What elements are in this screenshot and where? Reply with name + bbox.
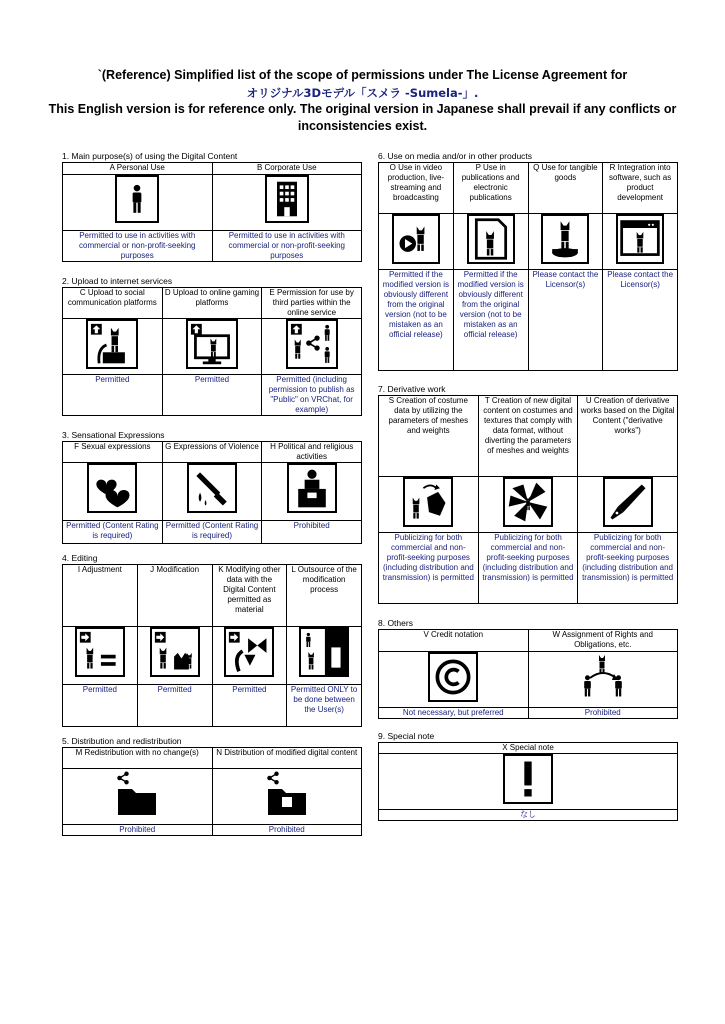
section-title: 4. Editing [62,553,98,563]
upload-monitor-icon [186,319,238,369]
section-title: 8. Others [378,618,413,628]
material-icon [224,627,274,677]
col-label: R Integration into software, such as product development [603,163,678,214]
exclamation-icon [503,754,553,804]
upload-share-icon [286,319,338,369]
section-derivative [378,384,678,604]
section-upload [62,276,362,416]
figure-icon [541,214,589,264]
col-label: U Creation of derivative works based on the Digital Content ("derivative works") [578,396,678,477]
status-text: Permitted (Content Rating is required) [162,521,262,544]
status-text: なし [379,810,678,821]
status-text: Publicizing for both commercial and non-profit-seeking purposes (including distribution and transmission) is permitted [578,533,678,604]
section-sensational [62,430,362,544]
col-label: L Outsource of the modification process [287,565,362,627]
header-line-1: `(Reference) Simplified list of the scope of permissions under The License Agreement for [97,68,628,82]
status-text: Permitted [63,685,138,727]
header-line-4: inconsistencies exist. [297,119,428,133]
col-label: X Special note [379,743,678,754]
col-label: M Redistribution with no change(s) [63,748,213,769]
status-text: Permitted [137,685,212,727]
status-text: Please contact the Licensor(s) [528,270,603,371]
hearts-icon [87,463,137,513]
col-label: A Personal Use [63,163,213,175]
col-label: T Creation of new digital content on costumes and textures that comply with data format, without diverting the parameters of meshes and weights [478,396,578,477]
col-label: D Upload to online gaming platforms [162,288,262,319]
status-text: Prohibited [262,521,362,544]
col-label: J Modification [137,565,212,627]
col-label: C Upload to social communication platforms [63,288,163,319]
col-label: P Use in publications and electronic publications [453,163,528,214]
status-text: Permitted if the modified version is obviously different from the original version (not to be mistaken as an official release) [379,270,454,371]
status-text: Prohibited [63,825,213,836]
section-editing [62,553,362,727]
status-text: Please contact the Licensor(s) [603,270,678,371]
col-label: G Expressions of Violence [162,442,262,463]
knife-icon [187,463,237,513]
pen-icon [603,477,653,527]
status-text: Permitted (including permission to publish as "Public" on VRChat, for example) [262,375,362,416]
col-label: H Political and religious activities [262,442,362,463]
status-text: Permitted ONLY to be done between the User(s) [287,685,362,727]
transfer-icon [578,652,628,702]
section-special-note [378,731,678,821]
header-model-name: オリジナル3Dモデル「スメラ -Sumela-」. [246,86,479,100]
costume-new-icon [503,477,553,527]
col-label: F Sexual expressions [63,442,163,463]
status-text: Permitted if the modified version is obviously different from the original version (not to be mistaken as an official release) [453,270,528,371]
col-label: Q Use for tangible goods [528,163,603,214]
col-label: N Distribution of modified digital content [212,748,362,769]
col-label: S Creation of costume data by utilizing the parameters of meshes and weights [379,396,479,477]
upload-character-icon [86,319,138,369]
status-text: Permitted (Content Rating is required) [63,521,163,544]
building-icon [265,175,309,223]
col-label: W Assignment of Rights and Obligations, etc. [528,630,678,652]
share-modified-icon [262,769,312,819]
header-line-3: This English version is for reference only. The original version in Japanese shall prevail if any conflicts or [48,102,677,116]
status-text: Publicizing for both commercial and non-profit-seeking purposes (including distribution and transmission) is permitted [379,533,479,604]
status-text: Permitted to use in activities with commercial or non-profit-seeking purposes [63,231,213,262]
status-text: Publicizing for both commercial and non-profit-seeking purposes (including distribution and transmission) is permitted [478,533,578,604]
col-label: B Corporate Use [212,163,362,175]
person-icon [115,175,159,223]
video-icon [392,214,440,264]
status-text: Permitted [212,685,287,727]
status-text: Permitted to use in activities with commercial or non-profit-seeking purposes [212,231,362,262]
podium-icon [287,463,337,513]
section-title: 3. Sensational Expressions [62,430,165,440]
status-text: Prohibited [212,825,362,836]
section-title: 7. Derivative work [378,384,446,394]
section-media-use [378,151,678,371]
col-label: E Permission for use by third parties within the online service [262,288,362,319]
modify-icon [150,627,200,677]
status-text: Not necessary, but preferred [379,708,529,719]
status-text: Permitted [63,375,163,416]
outsource-icon [299,627,349,677]
section-title: 9. Special note [378,731,435,741]
copyright-icon [428,652,478,702]
share-folder-icon [112,769,162,819]
col-label: I Adjustment [63,565,138,627]
document-icon [467,214,515,264]
col-label: K Modifying other data with the Digital Content permitted as material [212,565,287,627]
col-label: O Use in video production, live-streaming and broadcasting [379,163,454,214]
adjust-icon [75,627,125,677]
status-text: Prohibited [528,708,678,719]
section-distribution [62,736,362,836]
section-title: 6. Use on media and/or in other products [378,151,533,161]
software-icon [616,214,664,264]
status-text: Permitted [162,375,262,416]
section-title: 1. Main purpose(s) of using the Digital Content [62,151,238,161]
section-main-purpose [62,151,362,262]
costume-data-icon [403,477,453,527]
section-title: 5. Distribution and redistribution [62,736,182,746]
col-label: V Credit notation [379,630,529,652]
section-title: 2. Upload to internet services [62,276,173,286]
section-others [378,618,678,719]
